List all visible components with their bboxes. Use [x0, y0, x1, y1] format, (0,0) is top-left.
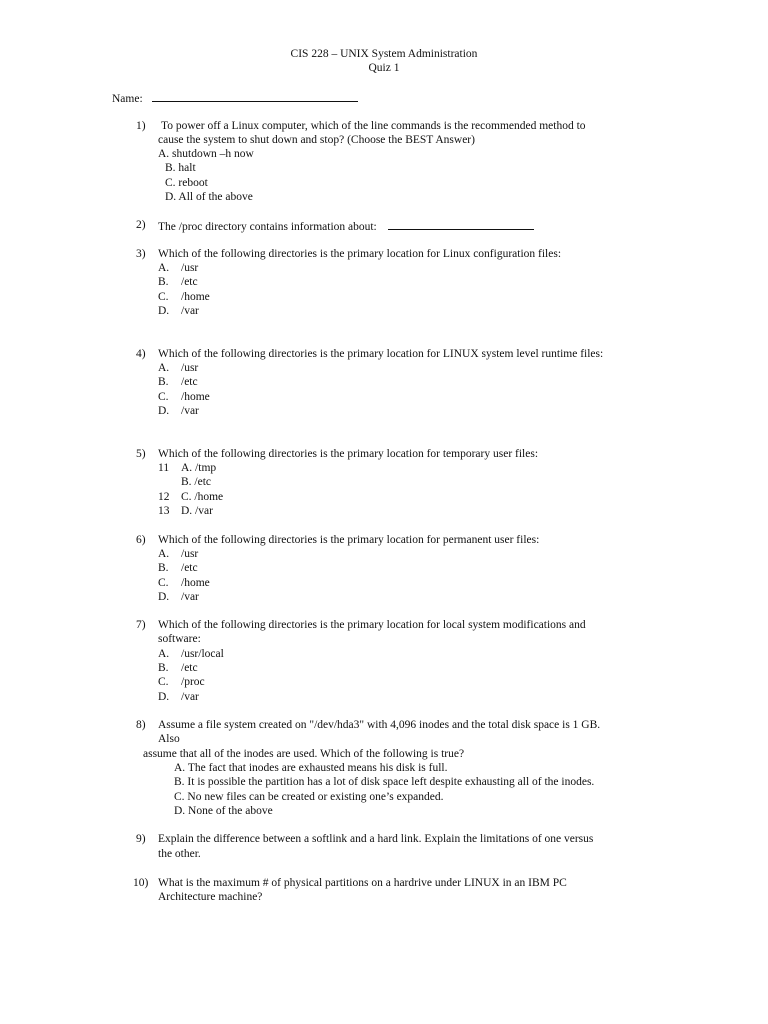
option-letter: B. [158, 562, 169, 574]
name-blank[interactable] [152, 90, 358, 102]
option-letter: D. [158, 405, 170, 417]
question-text: Also [158, 733, 180, 745]
option-text: /home [181, 577, 210, 589]
option-letter: D. [158, 591, 170, 603]
answer-option: A. /tmp [181, 462, 217, 474]
question-text: Architecture machine? [158, 891, 263, 903]
option-text: /etc [181, 562, 198, 574]
question-text: Which of the following directories is the primary location for permanent user files: [158, 534, 540, 546]
option-letter: A. [158, 648, 170, 660]
option-letter: D. [158, 691, 170, 703]
answer-option: C. No new files can be created or existing one’s expanded. [174, 791, 444, 803]
answer-option: C. reboot [165, 177, 208, 189]
list-number: 11 [158, 462, 170, 474]
question-text: The /proc directory contains information about: [158, 221, 377, 233]
option-letter: A. [158, 362, 170, 374]
question-number: 4) [136, 348, 146, 360]
question-text: To power off a Linux computer, which of the line commands is the recommended method to [161, 120, 586, 132]
question-number: 8) [136, 719, 146, 731]
answer-blank[interactable] [388, 218, 534, 230]
option-text: /usr [181, 362, 199, 374]
option-text: /etc [181, 276, 198, 288]
question-number: 6) [136, 534, 146, 546]
option-text: /var [181, 305, 199, 317]
option-text: /usr/local [181, 648, 224, 660]
option-text: /usr [181, 548, 199, 560]
option-text: /proc [181, 676, 205, 688]
answer-option: D. /var [181, 505, 213, 517]
answer-option: A. shutdown –h now [158, 148, 254, 160]
answer-option: C. /home [181, 491, 224, 503]
answer-option: B. It is possible the partition has a lot of disk space left despite exhausting all of the inodes. [174, 776, 595, 788]
question-text: cause the system to shut down and stop? (Choose the BEST Answer) [158, 134, 475, 146]
question-number: 1) [136, 120, 146, 132]
question-text: software: [158, 633, 201, 645]
option-text: /etc [181, 376, 198, 388]
option-text: /var [181, 591, 199, 603]
question-text: Explain the difference between a softlink and a hard link. Explain the limitations of one versus [158, 833, 594, 845]
question-number: 3) [136, 248, 146, 260]
answer-option: D. All of the above [165, 191, 253, 203]
question-text: Which of the following directories is the primary location for local system modifications and [158, 619, 586, 631]
question-text: Which of the following directories is the primary location for temporary user files: [158, 448, 539, 460]
option-letter: B. [158, 376, 169, 388]
question-text: Which of the following directories is the primary location for LINUX system level runtime files: [158, 348, 604, 360]
question-number: 2) [136, 219, 146, 231]
option-letter: B. [158, 662, 169, 674]
option-letter: B. [158, 276, 169, 288]
option-letter: C. [158, 291, 169, 303]
name-row [112, 90, 358, 107]
option-letter: C. [158, 676, 169, 688]
question-number: 10) [133, 877, 149, 889]
answer-option: B. halt [165, 162, 196, 174]
option-text: /home [181, 391, 210, 403]
question-text: Which of the following directories is the primary location for Linux configuration files: [158, 248, 562, 260]
option-text: /var [181, 405, 199, 417]
question-text: Assume a file system created on "/dev/hda3" with 4,096 inodes and the total disk space is 1 GB. [158, 719, 601, 731]
option-text: /etc [181, 662, 198, 674]
option-letter: A. [158, 262, 170, 274]
option-text: /home [181, 291, 210, 303]
question-number: 7) [136, 619, 146, 631]
question-number: 9) [136, 833, 146, 845]
option-letter: D. [158, 305, 170, 317]
name-label: Name: [112, 93, 143, 105]
option-letter: A. [158, 548, 170, 560]
answer-option: D. None of the above [174, 805, 273, 817]
question-number: 5) [136, 448, 146, 460]
question-text: What is the maximum # of physical partitions on a hardrive under LINUX in an IBM PC [158, 877, 567, 889]
question-continuation: assume that all of the inodes are used. Which of the following is true? [143, 748, 465, 760]
option-text: /var [181, 691, 199, 703]
option-text: /usr [181, 262, 199, 274]
answer-option: A. The fact that inodes are exhausted means his disk is full. [174, 762, 448, 774]
list-number: 13 [158, 505, 170, 517]
answer-option: B. /etc [181, 476, 212, 488]
quiz-title: Quiz 1 [368, 62, 400, 74]
course-title: CIS 228 – UNIX System Administration [290, 48, 478, 60]
question-row [158, 218, 534, 235]
list-number: 12 [158, 491, 170, 503]
question-text: the other. [158, 848, 201, 860]
option-letter: C. [158, 391, 169, 403]
option-letter: C. [158, 577, 169, 589]
